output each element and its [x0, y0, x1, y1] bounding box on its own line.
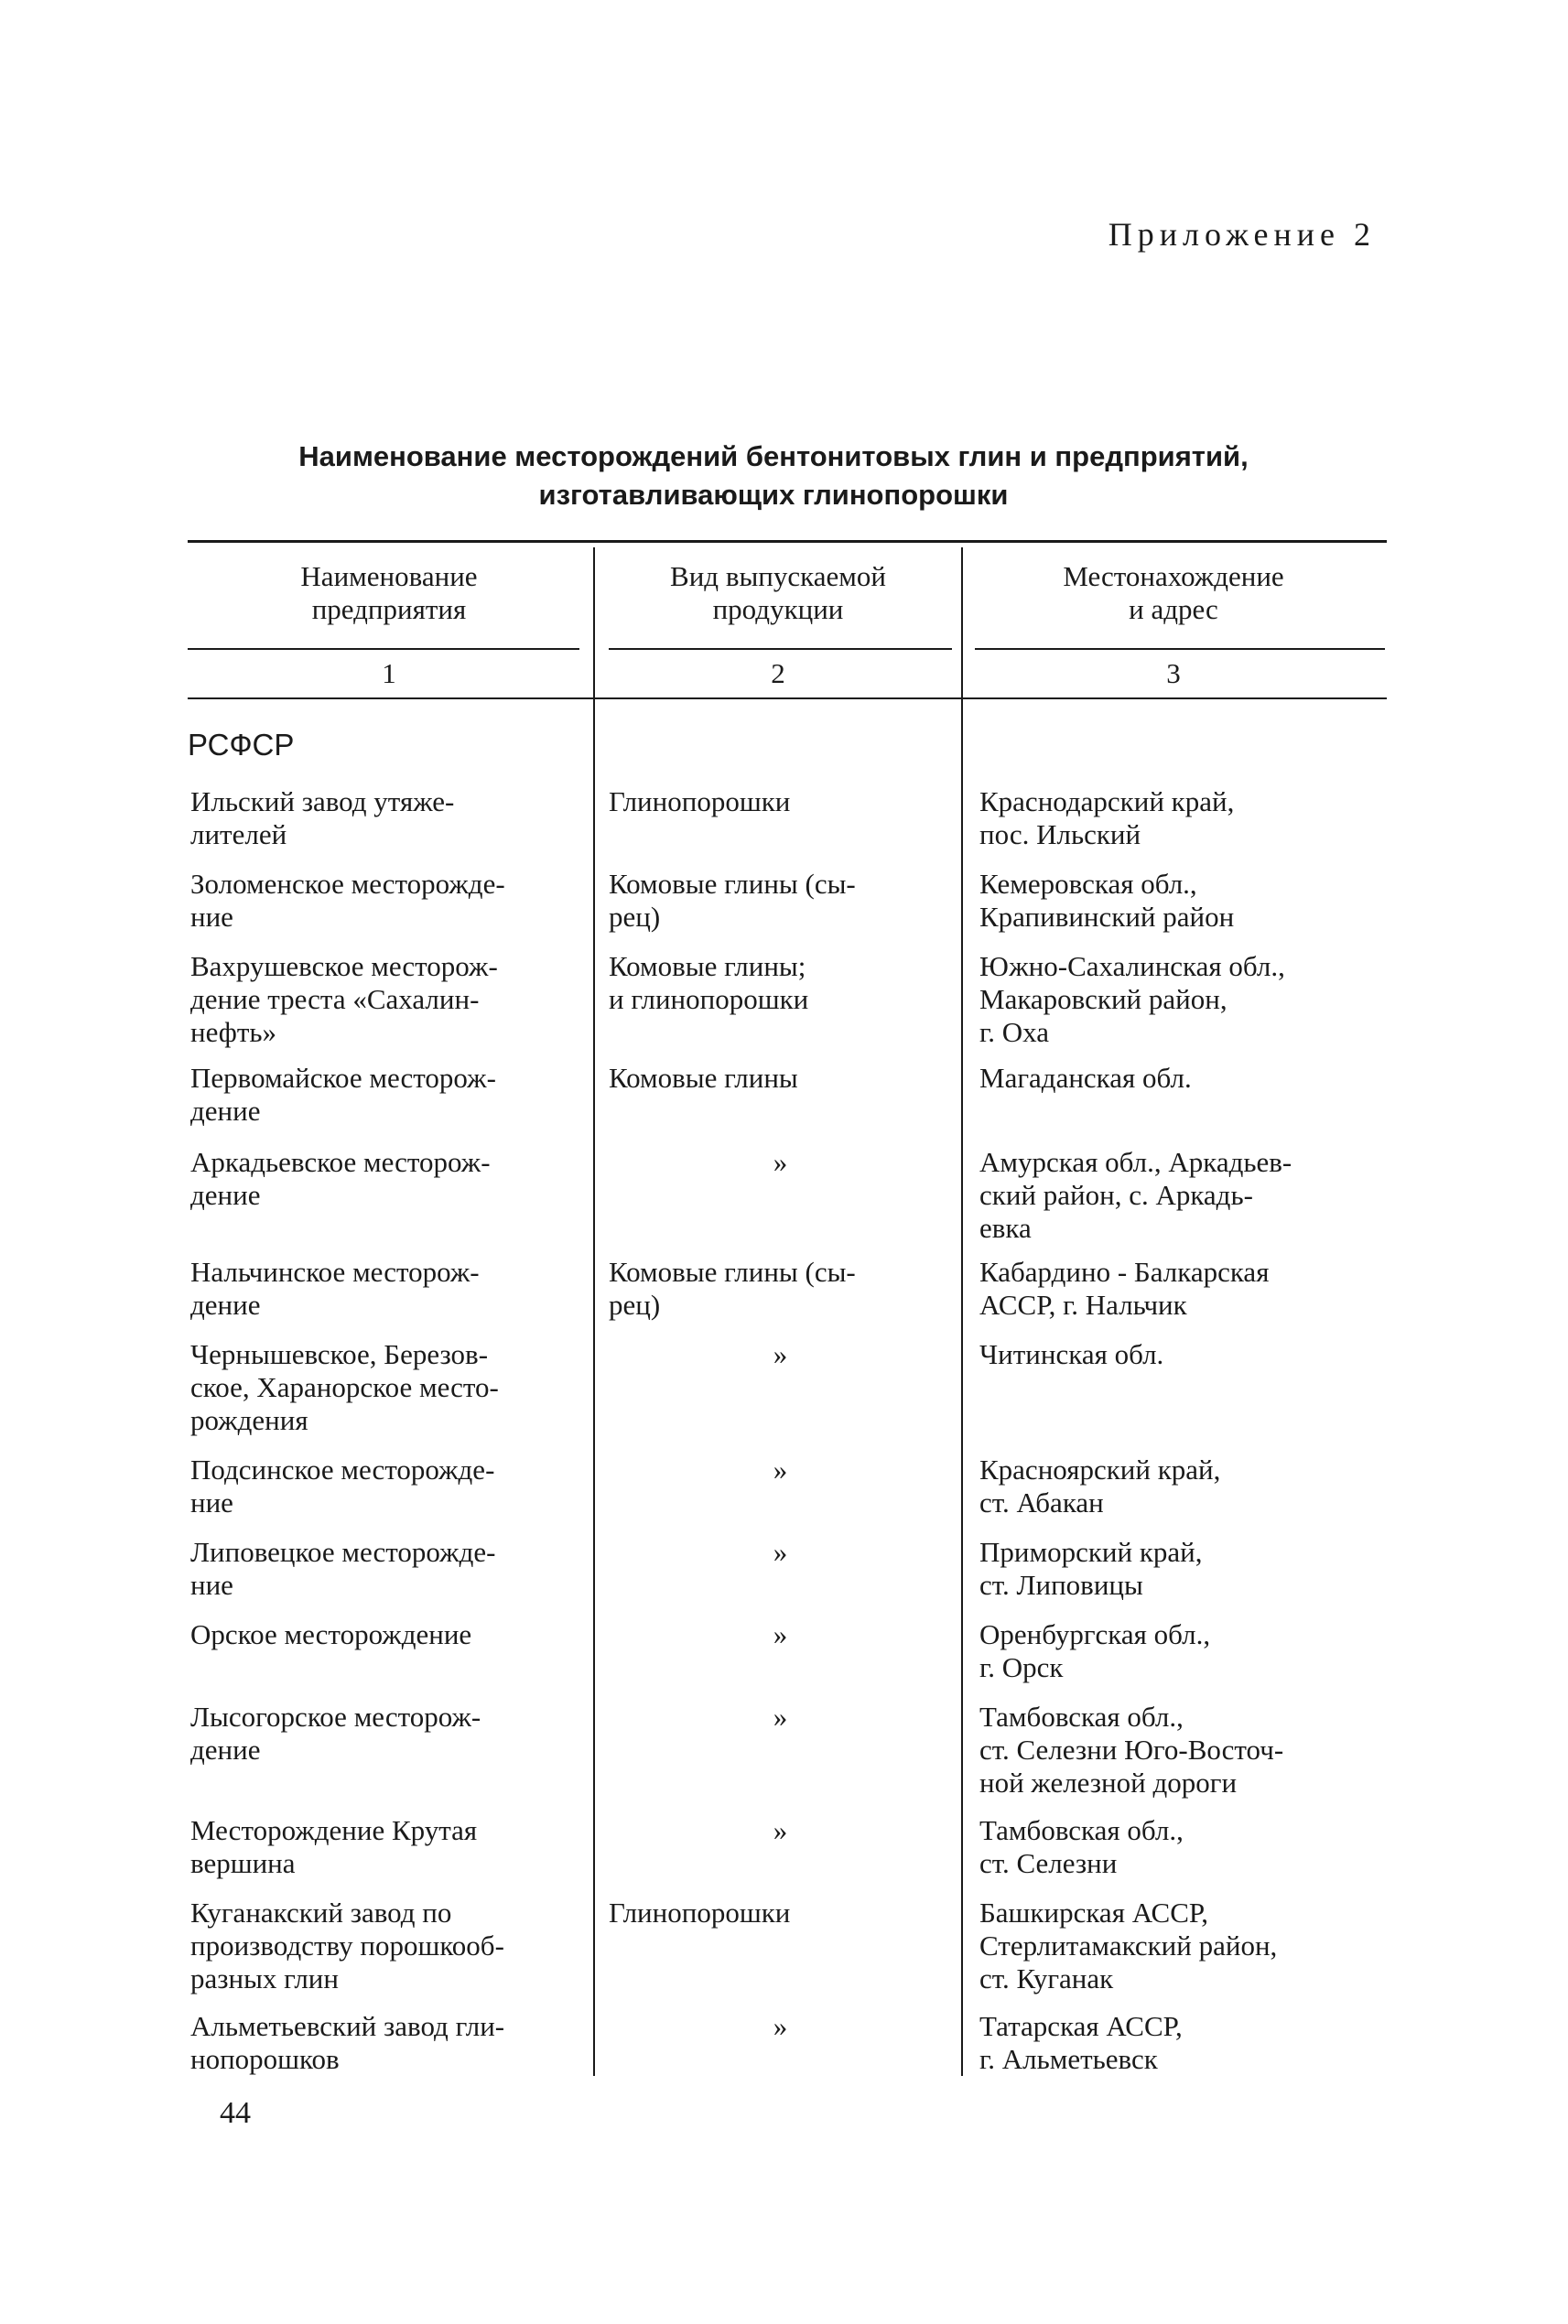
product-cell: »	[773, 1814, 788, 1846]
enterprise-cell: Подсинское месторожде- ние	[190, 1454, 495, 1519]
enterprise-cell: Липовецкое месторожде- ние	[190, 1536, 496, 1601]
address-cell: Красноярский край, ст. Абакан	[979, 1454, 1221, 1519]
product-cell: Комовые глины; и глинопорошки	[609, 950, 809, 1015]
header-rule-2	[609, 648, 952, 650]
appendix-label: Приложение 2	[1108, 216, 1376, 253]
product-cell: Глинопорошки	[609, 785, 791, 817]
address-cell: Амурская обл., Аркадьев- ский район, с. Аркадь- евка	[979, 1146, 1292, 1244]
column-header-1: Наименование предприятия	[300, 560, 478, 625]
enterprise-cell: Альметьевский завод гли- нопорошков	[190, 2010, 505, 2075]
product-cell: »	[773, 2010, 788, 2042]
product-cell: Глинопорошки	[609, 1897, 791, 1929]
column-number-1: 1	[382, 657, 396, 689]
section-heading: РСФСР	[188, 728, 295, 762]
column-number-3: 3	[1166, 657, 1181, 689]
enterprise-cell: Золоменское месторожде- ние	[190, 868, 505, 933]
header-rule-1	[188, 648, 579, 650]
enterprise-cell: Ильский завод утяже- лителей	[190, 785, 455, 850]
address-cell: Южно-Сахалинская обл., Макаровский район, г. Оха	[979, 950, 1285, 1048]
document-title	[183, 438, 1364, 514]
table-top-rule	[188, 540, 1387, 543]
enterprise-cell: Лысогорское месторож- дение	[190, 1701, 481, 1766]
address-cell: Приморский край, ст. Липовицы	[979, 1536, 1203, 1601]
address-cell: Оренбургская обл., г. Орск	[979, 1618, 1211, 1683]
product-cell: »	[773, 1146, 788, 1178]
enterprise-cell: Первомайское месторож- дение	[190, 1062, 496, 1127]
address-cell: Башкирская АССР, Стерлитамакский район, ст. Куганак	[979, 1897, 1278, 1994]
address-cell: Кабардино - Балкарская АССР, г. Нальчик	[979, 1256, 1270, 1321]
address-cell: Татарская АССР, г. Альметьевск	[979, 2010, 1183, 2075]
column-header-3: Местонахождение и адрес	[1063, 560, 1284, 625]
title-line-2: изготавливающих глинопорошки	[538, 479, 1009, 511]
address-cell: Тамбовская обл., ст. Селезни Юго-Восточ- ной железной дороги	[979, 1701, 1284, 1799]
column-number-2: 2	[771, 657, 785, 689]
enterprise-cell: Месторождение Крутая вершина	[190, 1814, 478, 1879]
product-cell: »	[773, 1618, 788, 1650]
address-cell: Тамбовская обл., ст. Селезни	[979, 1814, 1184, 1879]
product-cell: »	[773, 1536, 788, 1568]
title-line-1: Наименование месторождений бентонитовых глин и предприятий,	[298, 440, 1249, 472]
header-rule-3	[975, 648, 1385, 650]
address-cell: Кемеровская обл., Крапивинский район	[979, 868, 1235, 933]
product-cell: »	[773, 1454, 788, 1486]
product-cell: Комовые глины	[609, 1062, 798, 1094]
product-cell: »	[773, 1338, 788, 1370]
page-number: 44	[220, 2096, 251, 2130]
column-divider-1	[593, 547, 595, 2076]
column-header-2: Вид выпускаемой продукции	[670, 560, 886, 625]
enterprise-cell: Вахрушевское месторож- дение треста «Сахалин- нефть»	[190, 950, 498, 1048]
product-cell: »	[773, 1701, 788, 1733]
address-cell: Читинская обл.	[979, 1338, 1164, 1370]
product-cell: Комовые глины (сы- рец)	[609, 1256, 856, 1321]
address-cell: Магаданская обл.	[979, 1062, 1192, 1094]
enterprise-cell: Аркадьевское месторож- дение	[190, 1146, 491, 1211]
numbers-rule	[188, 697, 1387, 699]
enterprise-cell: Орское месторождение	[190, 1618, 472, 1650]
product-cell: Комовые глины (сы- рец)	[609, 868, 856, 933]
address-cell: Краснодарский край, пос. Ильский	[979, 785, 1235, 850]
enterprise-cell: Чернышевское, Березов- ское, Харанорское место- рождения	[190, 1338, 499, 1436]
enterprise-cell: Нальчинское месторож- дение	[190, 1256, 480, 1321]
column-divider-2	[961, 547, 963, 2076]
enterprise-cell: Куганакский завод по производству порошкооб- разных глин	[190, 1897, 504, 1994]
